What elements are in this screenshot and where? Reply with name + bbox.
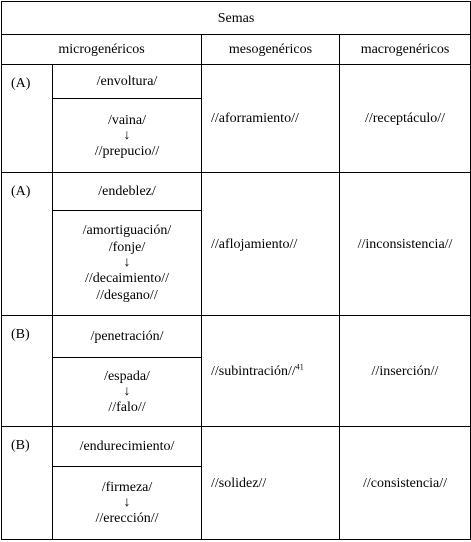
- group-label: (B): [2, 316, 53, 427]
- micro-term: //decaimiento//: [85, 271, 169, 286]
- arrow-down-icon: ↓: [123, 384, 131, 399]
- micro-term: /fonje/: [108, 240, 146, 255]
- micro-term: //prepucio//: [94, 143, 160, 159]
- macro-cell: //receptáculo//: [340, 65, 471, 173]
- micro-bottom-cell: [53, 99, 202, 173]
- micro-term: //falo//: [108, 400, 146, 415]
- micro-top-cell: /penetración/: [53, 316, 202, 358]
- macro-cell: //inconsistencia//: [340, 173, 471, 316]
- footnote-marker: 41: [295, 361, 304, 371]
- meso-cell: //aforramiento//: [202, 65, 340, 173]
- micro-bottom-cell: [53, 358, 202, 427]
- semas-table: [1, 1, 471, 540]
- micro-bottom-cell: [53, 211, 202, 316]
- header-macrogenericos: macrogenéricos: [340, 35, 471, 65]
- group-label: (A): [2, 65, 53, 173]
- table-title: Semas: [2, 2, 471, 35]
- header-microgenericos: microgenéricos: [2, 35, 202, 65]
- micro-top-cell: /envoltura/: [53, 65, 202, 99]
- macro-cell: //consistencia//: [340, 427, 471, 540]
- meso-cell: [202, 316, 340, 427]
- arrow-down-icon: ↓: [123, 495, 131, 510]
- arrow-down-icon: ↓: [123, 127, 131, 143]
- micro-term: //erección//: [95, 511, 159, 526]
- micro-top-cell: /endurecimiento/: [53, 427, 202, 467]
- micro-term: /espada/: [104, 369, 150, 384]
- meso-cell: //aflojamiento//: [202, 173, 340, 316]
- micro-bottom-cell: [53, 467, 202, 540]
- group-label: (B): [2, 427, 53, 540]
- arrow-down-icon: ↓: [123, 255, 131, 270]
- meso-cell: //solidez//: [202, 427, 340, 540]
- micro-term: /vaina/: [107, 112, 147, 128]
- header-mesogenericos: mesogenéricos: [202, 35, 340, 65]
- group-label: (A): [2, 173, 53, 316]
- micro-term: //desgano//: [96, 288, 158, 303]
- meso-term: //subintración//: [211, 363, 296, 379]
- macro-cell: //inserción//: [340, 316, 471, 427]
- micro-term: /amortiguación/: [82, 223, 172, 238]
- micro-top-cell: /endeblez/: [53, 173, 202, 211]
- micro-term: /firmeza/: [101, 480, 153, 495]
